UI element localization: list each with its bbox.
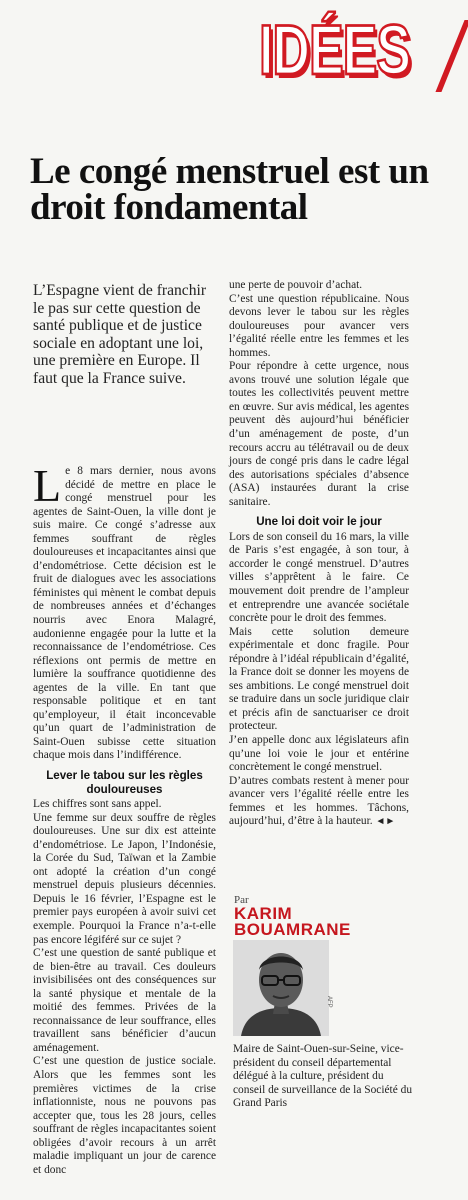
photo-credit: AFP [326, 996, 332, 1008]
paragraph: C’est une question de santé publique et de bien-être au travail. Ces douleurs invisibilisées ont des conséquences sur la santé physique et mentale de la moitié des femmes. Privées de la reconnaissance de leur souffrance, elles travaillent sans bénéficier d’aucun aménagement. [33, 947, 216, 1054]
paragraph: Les chiffres sont sans appel. [33, 798, 162, 811]
paragraph: Pour répondre à cette urgence, nous avons trouvé une solution légale que toutes les collectivités peuvent mettre en œuvre. Sur avis médical, les agentes peuvent dès aujourd’hui bénéficier d’un aménagement de poste, d’un recours accru au télétravail ou de deux jours de congé pris dans le cadre légal des autorisations spéciales d’absence (ASA) instaurées durant la crise sanitaire. [229, 360, 409, 508]
byline-prefix: Par [234, 894, 249, 906]
rubric-label: IDÉES [258, 11, 410, 91]
paragraph [33, 460, 216, 763]
paragraph-text: e 8 mars dernier, nous avons décidé de mettre en place le congé menstruel pour les agentes de Saint-Ouen, la ville dont je suis maire. Ce congé s’adresse aux femmes souffrant de règles douloureuses et incapacitantes ainsi que d’endométriose. Cette décision est le fruit de dialogues avec les associations féministes qui mènent le combat depuis de nombreuses années et d’échanges nourris avec Enora Malagré, audonienne engagée pour la lutte et la reconnaissance de l’endométriose. Ces réflexions ont permis de mettre en lumière la souffrance quotidienne des agentes de la ville. En tant que responsable politique et en tant qu’employeur, il était inconcevable qu’un quart de l’administration de Saint-Ouen subisse cette situation chaque mois dans l’indifférence. [33, 465, 216, 762]
drop-cap: L [33, 460, 62, 511]
article-headline: Le congé menstruel est un droit fondamental [30, 151, 429, 228]
rubric-slash-mark [435, 20, 468, 92]
author-portrait [233, 940, 329, 1036]
paragraph: Mais cette solution demeure expérimentale et donc fragile. Pour répondre à l’idéal républicain d’égalité, la France doit se donner les moyens de ses ambitions. Le congé menstruel doit se traduire dans un socle juridique clair et précis afin de sanctuariser ce droit protecteur. [229, 625, 409, 733]
paragraph [229, 775, 409, 829]
paragraph: Lors de son conseil du 16 mars, la ville de Paris s’est engagée, à son tour, à accorder le congé menstruel. D’autres villes s’apprêtent à le faire. Ce mouvement doit prendre de l’ampleur et entreprendre une avancée sociétale concrète pour le droit des femmes. [229, 530, 409, 625]
author-bio: Maire de Saint-Ouen-sur-Seine, vice-président du conseil départemental délégué à la culture, président du conseil de surveillance de la Société du Grand Paris [233, 1043, 413, 1109]
portrait-illustration [233, 940, 329, 1036]
author-name: KARIM BOUAMRANE [234, 904, 351, 939]
paragraph: C’est une question de justice sociale. Alors que les femmes sont les premières victimes de la crise inflationniste, nous ne pouvons pas accepter que, tous les 28 jours, celles souffrant de règles incapacitantes soient obligées d’avoir recours à un arrêt maladie impliquant un jour de carence et donc [33, 1055, 216, 1176]
subheading: Lever le tabou sur les règles douloureuses [46, 769, 203, 796]
article-column-left [33, 460, 216, 1177]
end-mark-icon: ◄► [375, 816, 396, 828]
paragraph-text: D’autres combats restent à mener pour avancer vers l’égalité réelle entre les femmes et les hommes. Tâchons, aujourd’hui, d’être à la hauteur. [229, 774, 409, 828]
paragraph: J’en appelle donc aux législateurs afin qu’une loi voie le jour et entérine concrètement le congé menstruel. [229, 734, 409, 774]
article-lede: L’Espagne vient de franchir le pas sur cette question de santé publique et de justice sociale en adoptant une loi, une première en Europe. Il faut que la France suive. [33, 282, 207, 387]
paragraph: une perte de pouvoir d’achat. [229, 279, 363, 291]
subheading: Une loi doit voir le jour [256, 515, 382, 529]
paragraph: Une femme sur deux souffre de règles douloureuses. Une sur dix est atteinte d’endométriose. Le Japon, l’Indonésie, la Corée du Sud, Taïwan et la Zambie ont adopté la création d’un congé menstruel depuis plusieurs décennies. Depuis le 16 février, l’Espagne est le premier pays européen à avoir suivi cet exemple. Pourquoi la France n’a-t-elle pas encore légiféré sur ce sujet ? [33, 811, 216, 946]
paragraph: C’est une question républicaine. Nous devons lever le tabou sur les règles douloureuses pour avancer vers l’égalité réelle entre les femmes et les hommes. [229, 292, 409, 359]
article-column-right [229, 279, 409, 829]
